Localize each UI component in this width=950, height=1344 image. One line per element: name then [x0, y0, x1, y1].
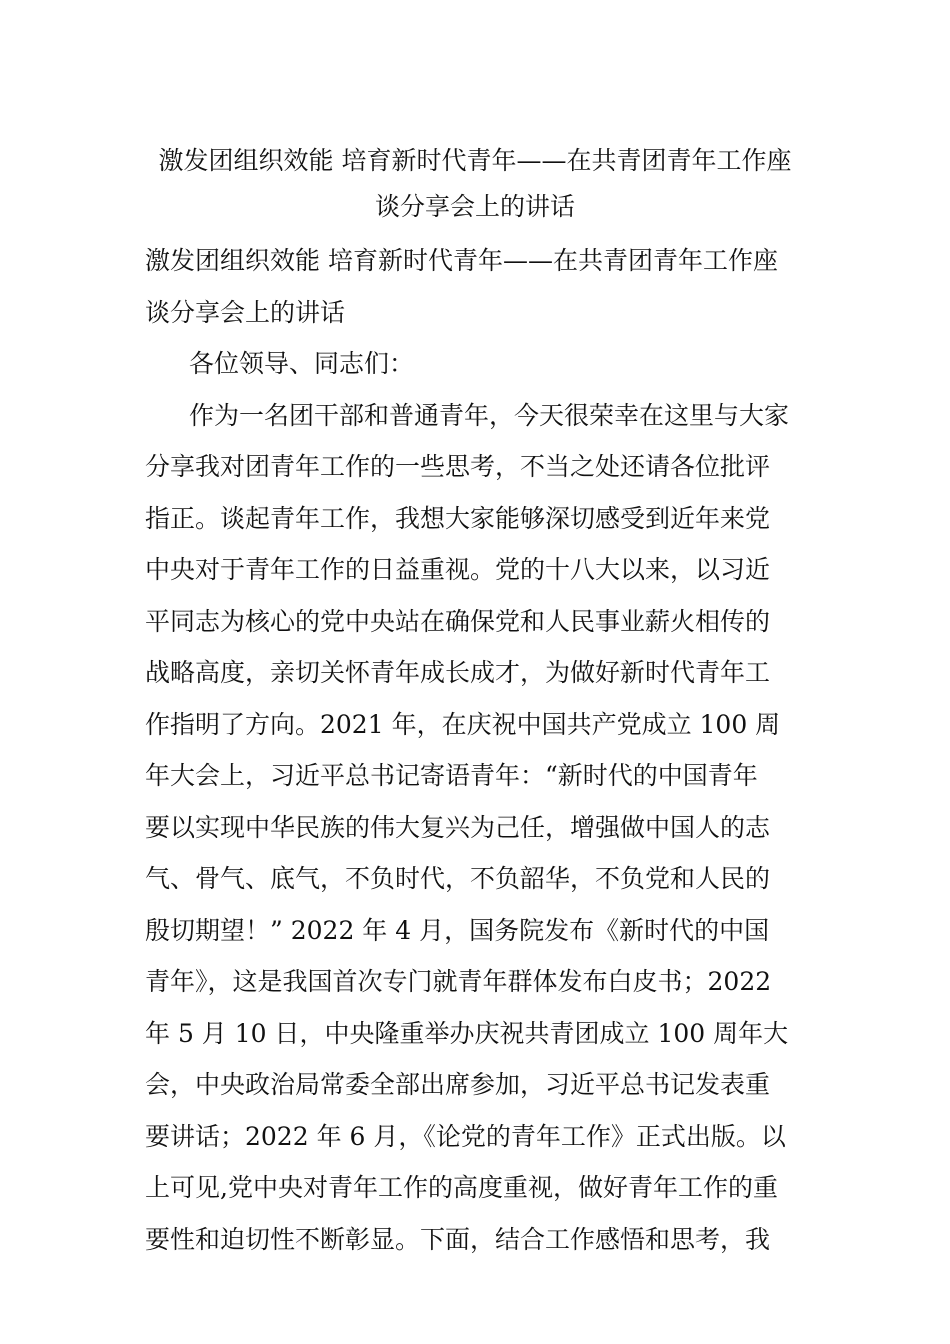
paragraph-line: 殷切期望！” 2022 年 4 月，国务院发布《新时代的中国 [145, 915, 770, 945]
paragraph-line: 青年》，这是我国首次专门就青年群体发布白皮书；2022 [145, 967, 772, 996]
paragraph-line: 指正。谈起青年工作，我想大家能够深切感受到近年来党 [145, 503, 771, 533]
paragraph-line: 要以实现中华民族的伟大复兴为己任，增强做中国人的志 [145, 812, 771, 842]
paragraph-line: 作为一名团干部和普通青年，今天很荣幸在这里与大家 [189, 400, 790, 430]
paragraph-line: 年 5 月 10 日，中央隆重举办庆祝共青团成立 100 周年大 [145, 1018, 789, 1048]
document-title [142, 138, 808, 230]
paragraph-line: 上可见,党中央对青年工作的高度重视，做好青年工作的重 [145, 1173, 778, 1202]
paragraph-line: 平同志为核心的党中央站在确保党和人民事业薪火相传的 [145, 606, 771, 636]
title-line-1: 激发团组织效能 培育新时代青年——在共青团青年工作座 [158, 146, 792, 175]
greeting: 各位领导、同志们： [189, 349, 415, 378]
paragraph-line: 会，中央政治局常委全部出席参加，习近平总书记发表重 [145, 1070, 771, 1099]
subtitle-line-2: 谈分享会上的讲话 [145, 297, 346, 327]
paragraph-line: 要性和迫切性不断彰显。下面，结合工作感悟和思考，我 [145, 1224, 771, 1254]
paragraph-line: 要讲话；2022 年 6 月，《论党的青年工作》正式出版。以 [145, 1121, 786, 1151]
paragraph-line: 战略高度，亲切关怀青年成长成才，为做好新时代青年工 [145, 658, 771, 687]
paragraph-line: 中央对于青年工作的日益重视。党的十八大以来，以习近 [145, 555, 771, 584]
paragraph-line: 气、骨气、底气，不负时代，不负韶华，不负党和人民的 [145, 864, 771, 893]
subtitle-line-1: 激发团组织效能 培育新时代青年——在共青团青年工作座 [145, 246, 778, 275]
document-body [145, 235, 809, 1265]
title-line-2: 谈分享会上的讲话 [374, 192, 575, 221]
paragraph-line: 分享我对团青年工作的一些思考，不当之处还请各位批评 [145, 452, 771, 481]
paragraph-line: 年大会上，习近平总书记寄语青年：“新时代的中国青年 [145, 761, 758, 790]
paragraph-line: 作指明了方向。2021 年，在庆祝中国共产党成立 100 周 [145, 709, 781, 739]
